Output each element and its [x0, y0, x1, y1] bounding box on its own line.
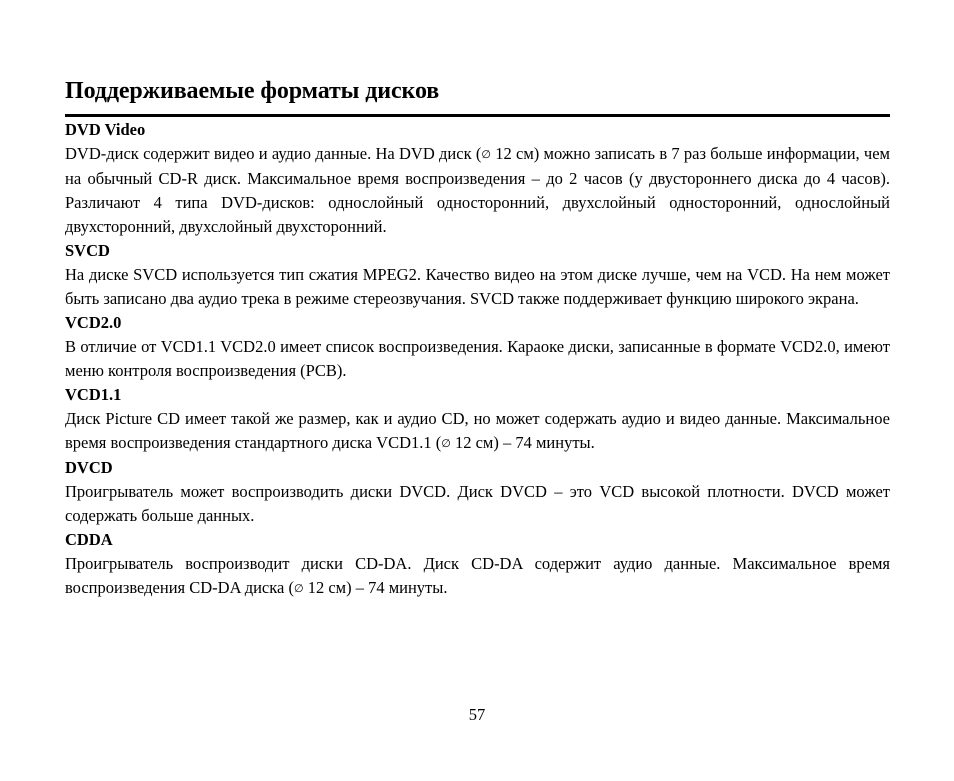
section-body-cdda — [65, 552, 890, 601]
section-heading-svcd: SVCD — [65, 241, 110, 260]
text-run: 12 см) – 74 минуты. — [303, 578, 448, 597]
section-dvd-video — [65, 118, 890, 239]
text-run: На диске SVCD используется тип сжатия MPEG2. Качество видео на этом диске лучше, чем на VCD. На нем может быть записано два аудио трека в режиме стереозвучания. SVCD также поддерживает функцию широкого экрана. — [65, 265, 890, 308]
text-run: Диск Picture CD имеет такой же размер, как и аудио CD, но может содержать аудио и видео данные. Максимальное время воспроизведения стандартного диска VCD1.1 ( — [65, 409, 890, 452]
text-run: 12 см) можно записать в 7 раз больше информации, чем на обычный CD-R диск. Максимальное время воспроизведения – до 2 часов (у двустороннего диска до 4 часов). Различают 4 типа DVD-дисков: однослойный односторонний, двухслойный односторонний, однослойный двухсторонний, двухслойный двухсторонний. — [65, 144, 890, 236]
section-heading-dvd-video: DVD Video — [65, 120, 146, 139]
section-vcd11 — [65, 383, 890, 456]
section-dvcd — [65, 456, 890, 528]
diameter-symbol: ∅ — [481, 149, 491, 161]
section-body-dvd-video — [65, 142, 890, 239]
page-title: Поддерживаемые форматы дисков — [65, 76, 890, 117]
page-content — [65, 76, 890, 601]
section-svcd — [65, 239, 890, 311]
section-vcd20 — [65, 311, 890, 383]
text-run: 12 см) – 74 минуты. — [450, 433, 595, 452]
diameter-symbol: ∅ — [441, 438, 451, 450]
section-body-vcd20 — [65, 335, 890, 383]
section-body-dvcd — [65, 480, 890, 528]
section-heading-vcd11: VCD1.1 — [65, 385, 122, 404]
diameter-symbol: ∅ — [293, 583, 304, 595]
section-heading-vcd20: VCD2.0 — [65, 313, 122, 332]
section-heading-cdda: CDDA — [65, 530, 113, 549]
page-number: 57 — [468, 705, 486, 724]
text-run: DVD-диск содержит видео и аудио данные. На DVD диск ( — [65, 144, 482, 163]
section-body-vcd11 — [65, 407, 890, 456]
section-body-svcd — [65, 263, 890, 311]
text-run: Проигрыватель воспроизводит диски CD-DA. Диск CD-DA содержит аудио данные. Максимальное время воспроизведения CD-DA диска ( — [65, 554, 890, 597]
text-run: В отличие от VCD1.1 VCD2.0 имеет список воспроизведения. Караоке диски, записанные в формате VCD2.0, имеют меню контроля воспроизведения (PCB). — [65, 337, 890, 380]
text-run: Проигрыватель может воспроизводить диски DVCD. Диск DVCD – это VCD высокой плотности. DVCD может содержать больше данных. — [65, 482, 890, 525]
section-heading-dvcd: DVCD — [65, 458, 113, 477]
section-cdda — [65, 528, 890, 601]
